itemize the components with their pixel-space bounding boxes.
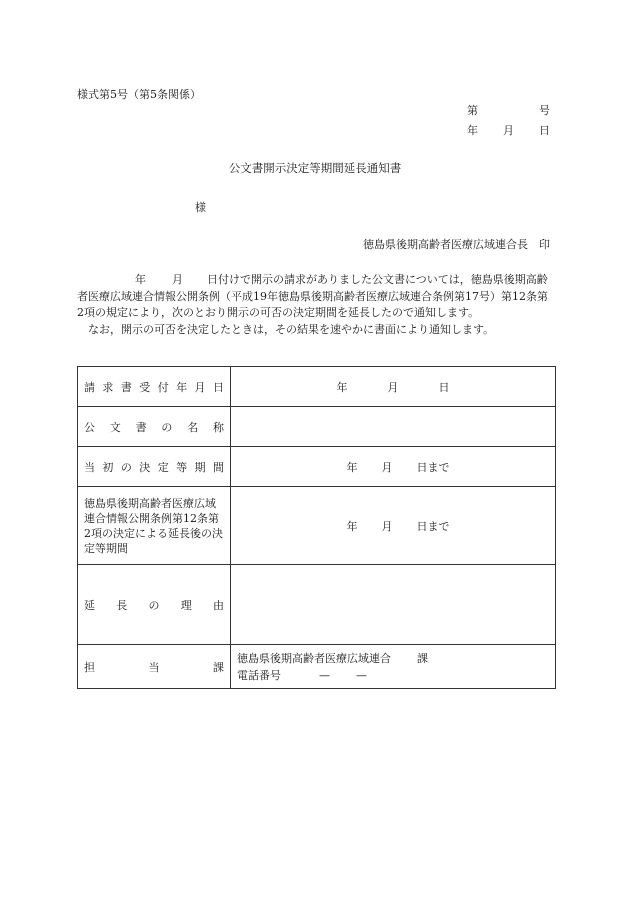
department-value[interactable]: 徳島県後期高齢者医療広域連合 課 電話番号 — — [231,645,556,689]
body-paragraph-2: なお，開示の可否を決定したときは，その結果を速やかに書面により通知します。 [88,322,495,336]
doc-number-dai: 第 [467,104,478,117]
body-year: 年 [135,273,146,286]
doc-number-go: 号 [539,104,550,117]
document-title: 公文書開示決定等期間延長通知書 [228,161,402,175]
table-row [78,487,556,565]
table-row [78,447,556,487]
document-name-label: 公 文 書 の 名 称 [78,407,231,447]
body-month: 月 [172,273,183,286]
request-date-value[interactable]: 年 月 日 [231,367,556,407]
issue-year: 年 [467,124,478,137]
request-date-label: 請 求 書 受 付 年 月 日 [78,367,231,407]
sender: 徳島県後期高齢者医療広域連合長 印 [363,238,550,251]
issue-month: 月 [503,124,514,137]
body-text [77,272,553,338]
addressee: 様 [195,201,206,214]
table-row [78,645,556,689]
body-paragraph-1 [77,272,553,322]
table-row [78,565,556,645]
issue-day: 日 [539,124,550,137]
document-name-value[interactable] [231,407,556,447]
extended-period-label: 徳島県後期高齢者医療広域連合情報公開条例第12条第2項の決定による延長後の決定等期間 [78,487,231,565]
document-number [467,102,550,118]
extended-period-value[interactable]: 年 月 日まで [231,487,556,565]
issue-date [467,122,550,138]
extension-reason-value[interactable] [231,565,556,645]
form-number: 様式第5号（第5条関係） [77,88,201,101]
form-table [77,366,556,689]
department-label: 担 当 課 [78,645,231,689]
initial-period-label: 当 初 の 決 定 等 期 間 [78,447,231,487]
table-row [78,367,556,407]
extension-reason-label: 延 長 の 理 由 [78,565,231,645]
table-row [78,407,556,447]
initial-period-value[interactable]: 年 月 日まで [231,447,556,487]
body-line1-rest: 日付けで開示の請求がありました公文書については，徳島県後期高齢者医療広域連合情報公開条例（平成19年徳島県後期高齢者医療広域連合条例第17号）第12条第2項の規定により，次のとおり開示の可否の決定期間を延長したので通知します。 [77,273,548,319]
